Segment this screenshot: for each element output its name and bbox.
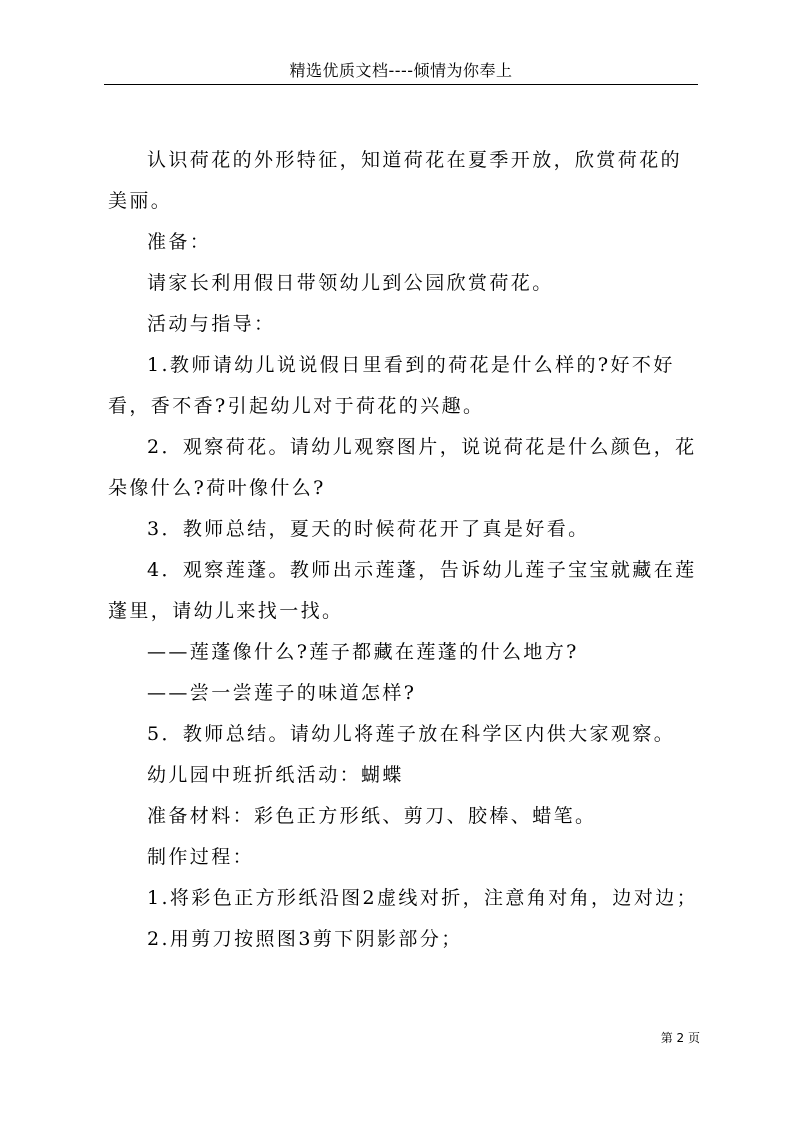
paragraph-step-5: 5．教师总结。请幼儿将莲子放在科学区内供大家观察。: [147, 723, 676, 745]
paragraph-step-4: 4．观察莲蓬。教师出示莲蓬，告诉幼儿莲子宝宝就藏在莲蓬里，请幼儿来找一找。: [108, 559, 697, 622]
paragraph-activity-heading: 活动与指导：: [147, 313, 276, 335]
page-header: 精选优质文档----倾情为你奉上: [104, 58, 698, 85]
paragraph-process-heading: 制作过程：: [147, 846, 255, 868]
paragraph-step-2: 2．观察荷花。请幼儿观察图片，说说荷花是什么颜色，花朵像什么?荷叶像什么?: [108, 436, 697, 499]
paragraph-origami-title: 幼儿园中班折纸活动：蝴蝶: [147, 764, 404, 786]
paragraph-question-1: ——莲蓬像什么?莲子都藏在莲蓬的什么地方?: [147, 641, 579, 663]
paragraph-preparation: 请家长利用假日带领幼儿到公园欣赏荷花。: [147, 272, 554, 294]
paragraph-preparation-heading: 准备：: [147, 231, 212, 253]
page-number: 第 2 页: [660, 1031, 700, 1045]
paragraph-materials: 准备材料：彩色正方形纸、剪刀、胶棒、蜡笔。: [147, 805, 597, 827]
paragraph-process-step-2: 2.用剪刀按照图3剪下阴影部分；: [147, 928, 463, 950]
document-body: [108, 140, 702, 960]
paragraph-step-3: 3．教师总结，夏天的时候荷花开了真是好看。: [147, 518, 590, 540]
paragraph-process-step-1: 1.将彩色正方形纸沿图2虚线对折，注意角对角，边对边；: [147, 887, 699, 909]
paragraph-question-2: ——尝一尝莲子的味道怎样?: [147, 682, 417, 704]
paragraph-lotus-features: 认识荷花的外形特征，知道荷花在夏季开放，欣赏荷花的美丽。: [108, 149, 683, 212]
paragraph-step-1: 1.教师请幼儿说说假日里看到的荷花是什么样的?好不好看，香不香?引起幼儿对于荷花的兴趣。: [108, 354, 675, 417]
